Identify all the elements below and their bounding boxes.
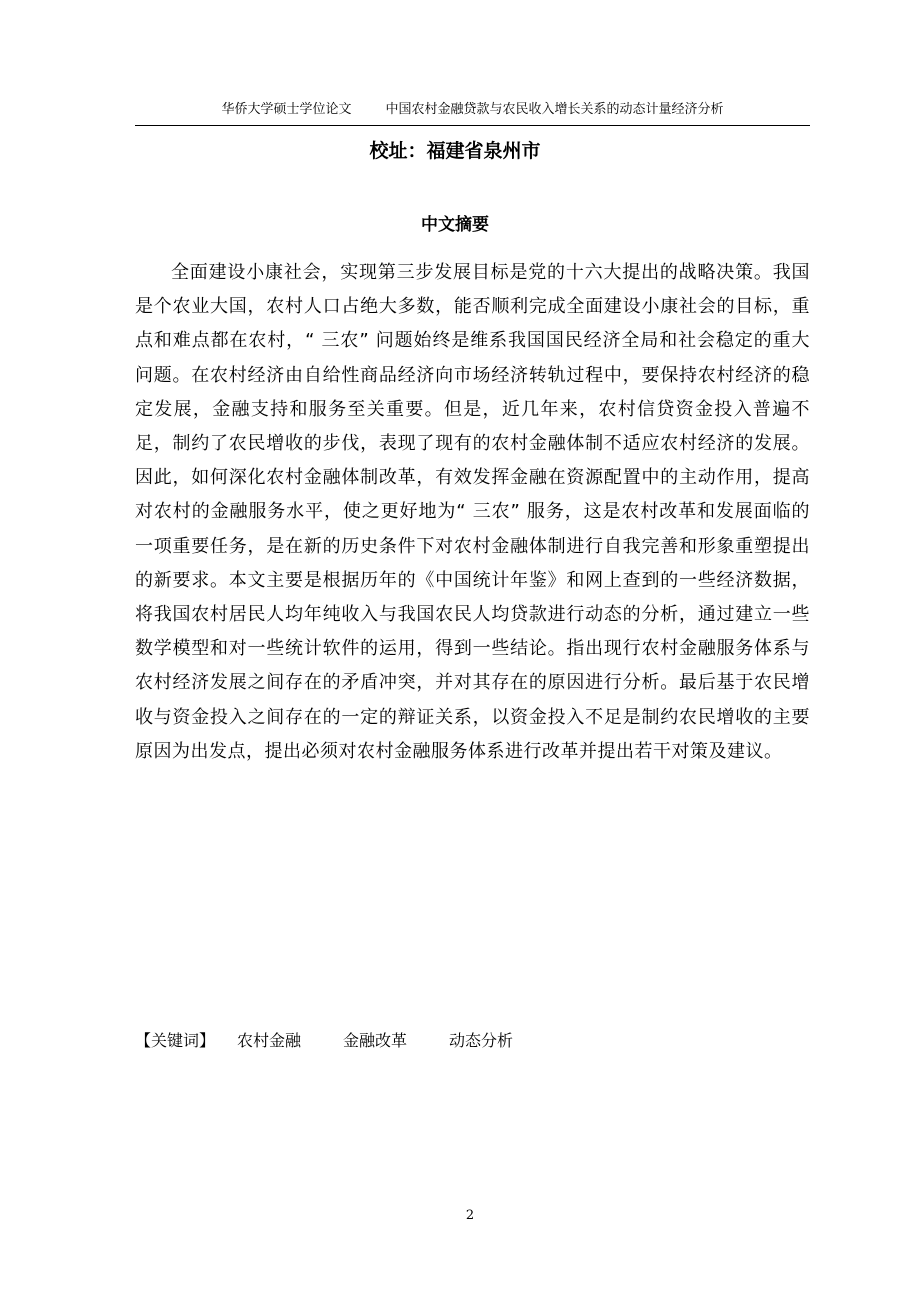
keywords-line [135, 1028, 555, 1054]
keyword-item: 金融改革 [343, 1031, 408, 1050]
page-number: 2 [465, 1208, 475, 1223]
abstract-heading: 中文摘要 [421, 215, 489, 235]
school-address: 校址：福建省泉州市 [369, 140, 541, 162]
header-thesis-title: 中国农村金融贷款与农民收入增长关系的动态计量经济分析 [385, 102, 724, 117]
keyword-item: 动态分析 [449, 1031, 514, 1050]
running-header [135, 100, 810, 120]
abstract-paragraph: 全面建设小康社会，实现第三步发展目标是党的十六大提出的战略决策。我国是个农业大国，农村人口占绝大多数，能否顺利完成全面建设小康社会的目标，重点和难点都在农村，“ 三农” 问题始终是维系我国国民经济全局和社会稳定的重大问题。在农村经济由自给性商品经济向市场经济转轨过程中，要保持农村经济的稳定发展，金融支持和服务至关重要。但是，近几年来，农村信贷资金投入普遍不足，制约了农民增收的步伐，表现了现有的农村金融体制不适应农村经济的发展。因此，如何深化农村金融体制改革，有效发挥金融在资源配置中的主动作用，提高对农村的金融服务水平，使之更好地为“ 三农” 服务，这是农村改革和发展面临的一项重要任务，是在新的历史条件下对农村金融体制进行自我完善和形象重塑提出的新要求。本文主要是根据历年的《中国统计年鉴》和网上查到的一些经济数据，将我国农村居民人均年纯收入与我国农民人均贷款进行动态的分析，通过建立一些数学模型和对一些统计软件的运用，得到一些结论。指出现行农村金融服务体系与农村经济发展之间存在的矛盾冲突，并对其存在的原因进行分析。最后基于农民增收与资金投入之间存在的一定的辩证关系，以资金投入不足是制约农民增收的主要原因为出发点，提出必须对农村金融服务体系进行改革并提出若干对策及建议。 [135, 262, 810, 762]
keywords-label: 【关键词】 [135, 1031, 216, 1050]
keyword-item: 农村金融 [237, 1031, 302, 1050]
header-divider [135, 125, 810, 126]
header-university-label: 华侨大学硕士学位论文 [221, 102, 352, 117]
